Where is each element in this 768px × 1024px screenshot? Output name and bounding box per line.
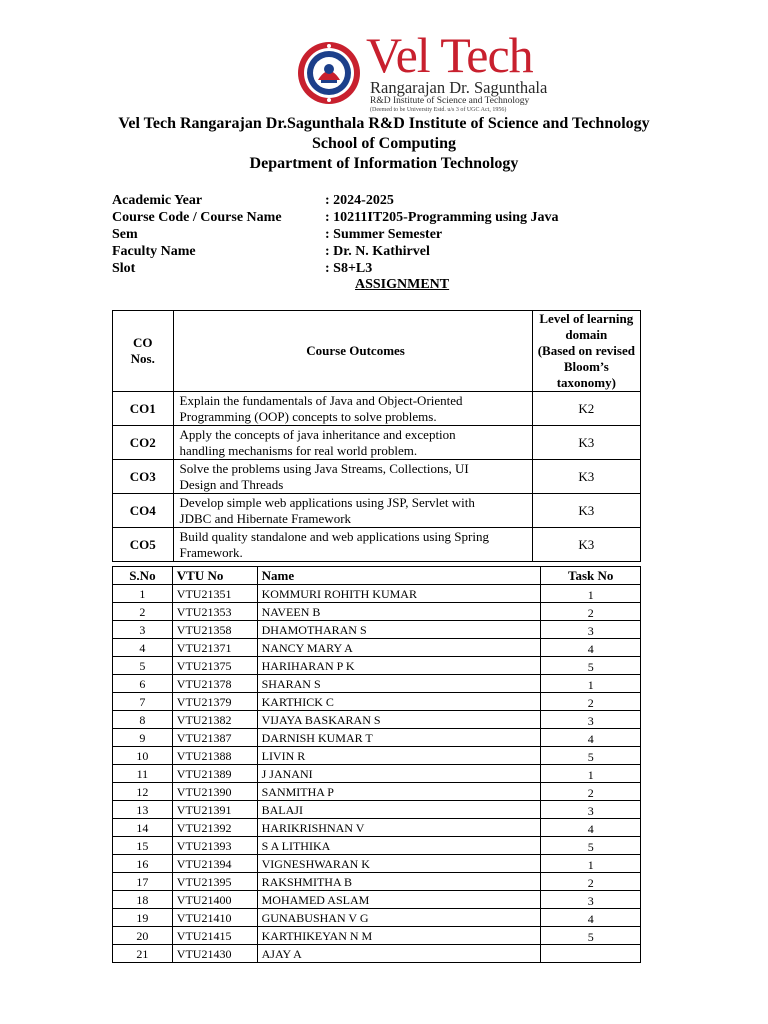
- task-cell: 1: [541, 855, 641, 873]
- header-line: Nos.: [130, 351, 155, 366]
- task-cell: 5: [541, 927, 641, 945]
- co-number: CO2: [113, 426, 174, 460]
- student-task-table: [112, 566, 641, 963]
- vtu-cell: VTU21351: [172, 585, 257, 603]
- table-row: [113, 494, 641, 528]
- info-row-slot: [112, 260, 672, 277]
- info-label: Slot: [112, 261, 136, 276]
- info-value: : 2024-2025: [325, 193, 394, 208]
- name-cell: S A LITHIKA: [257, 837, 541, 855]
- co-description: [173, 392, 532, 426]
- table-row: [113, 585, 641, 603]
- table-row: [113, 675, 641, 693]
- table-row: [113, 426, 641, 460]
- name-cell: KOMMURI ROHITH KUMAR: [257, 585, 541, 603]
- department-title: Department of Information Technology: [249, 155, 519, 172]
- table-row: [113, 891, 641, 909]
- sno-cell: 15: [113, 837, 173, 855]
- name-cell: DARNISH KUMAR T: [257, 729, 541, 747]
- vtu-header: VTU No: [172, 567, 257, 585]
- info-value: : Dr. N. Kathirvel: [325, 244, 430, 259]
- vtu-cell: VTU21388: [172, 747, 257, 765]
- name-header: Name: [257, 567, 541, 585]
- vtu-cell: VTU21389: [172, 765, 257, 783]
- co-text-line: Apply the concepts of java inheritance and exception: [179, 426, 456, 442]
- school-title: School of Computing: [311, 135, 457, 152]
- co-text-line: Design and Threads: [179, 476, 284, 492]
- table-row: [113, 639, 641, 657]
- table-row: [113, 603, 641, 621]
- course-info: [112, 192, 672, 277]
- sno-cell: 18: [113, 891, 173, 909]
- task-cell: 4: [541, 819, 641, 837]
- task-cell: 4: [541, 909, 641, 927]
- vtu-cell: VTU21394: [172, 855, 257, 873]
- co-text-line: Programming (OOP) concepts to solve problems.: [179, 408, 437, 424]
- name-cell: AJAY A: [257, 945, 541, 963]
- name-cell: VIGNESHWARAN K: [257, 855, 541, 873]
- task-cell: 3: [541, 891, 641, 909]
- vtu-cell: VTU21387: [172, 729, 257, 747]
- co-text-line: handling mechanisms for real world problem.: [179, 442, 418, 458]
- task-cell: 5: [541, 747, 641, 765]
- vtu-cell: VTU21353: [172, 603, 257, 621]
- task-cell: 1: [541, 765, 641, 783]
- task-cell: 3: [541, 711, 641, 729]
- info-label: Sem: [112, 227, 138, 242]
- sno-header: S.No: [113, 567, 173, 585]
- vtu-cell: VTU21378: [172, 675, 257, 693]
- co-level: K2: [532, 392, 640, 426]
- vtu-cell: VTU21410: [172, 909, 257, 927]
- sno-cell: 12: [113, 783, 173, 801]
- sno-cell: 16: [113, 855, 173, 873]
- name-cell: J JANANI: [257, 765, 541, 783]
- co-text-line: Develop simple web applications using JSP, Servlet with: [179, 494, 475, 510]
- vtu-cell: VTU21371: [172, 639, 257, 657]
- co-number: CO4: [113, 494, 174, 528]
- brand-name: Vel Tech: [366, 27, 533, 83]
- brand-deemed-note: (Deemed to be University Estd. u/s 3 of UGC Act, 1956): [370, 107, 507, 113]
- co-level: K3: [532, 426, 640, 460]
- table-row: [113, 528, 641, 562]
- name-cell: HARIHARAN P K: [257, 657, 541, 675]
- name-cell: GUNABUSHAN V G: [257, 909, 541, 927]
- institute-title: Vel Tech Rangarajan Dr.Sagunthala R&D Institute of Science and Technology: [118, 115, 650, 132]
- name-cell: NAVEEN B: [257, 603, 541, 621]
- info-value: : Summer Semester: [325, 227, 443, 242]
- name-cell: RAKSHMITHA B: [257, 873, 541, 891]
- table-row: [113, 873, 641, 891]
- task-cell: 2: [541, 603, 641, 621]
- table-row: [113, 693, 641, 711]
- header-line: Level of learning domain: [539, 311, 634, 342]
- sno-cell: 2: [113, 603, 173, 621]
- vtu-cell: VTU21382: [172, 711, 257, 729]
- sno-cell: 3: [113, 621, 173, 639]
- task-cell: [541, 945, 641, 963]
- sno-cell: 1: [113, 585, 173, 603]
- brand-subtitle: Rangarajan Dr. Sagunthala: [370, 78, 548, 97]
- task-cell: 1: [541, 675, 641, 693]
- co-description: [173, 528, 532, 562]
- name-cell: KARTHICK C: [257, 693, 541, 711]
- vtu-cell: VTU21390: [172, 783, 257, 801]
- header-line: CO: [133, 335, 153, 350]
- table-row: [113, 945, 641, 963]
- sno-cell: 10: [113, 747, 173, 765]
- level-header: [532, 311, 640, 392]
- task-cell: 3: [541, 801, 641, 819]
- name-cell: HARIKRISHNAN V: [257, 819, 541, 837]
- header-line: (Based on revised: [537, 343, 635, 358]
- table-row: [113, 837, 641, 855]
- table-row: [113, 783, 641, 801]
- info-label: Course Code / Course Name: [112, 210, 282, 225]
- seal-icon: [296, 32, 362, 114]
- vtu-cell: VTU21375: [172, 657, 257, 675]
- sno-cell: 8: [113, 711, 173, 729]
- sno-cell: 11: [113, 765, 173, 783]
- sno-cell: 5: [113, 657, 173, 675]
- info-value: : 10211IT205-Programming using Java: [325, 210, 559, 225]
- task-cell: 3: [541, 621, 641, 639]
- table-row: [113, 657, 641, 675]
- sno-cell: 14: [113, 819, 173, 837]
- info-value: : S8+L3: [325, 261, 373, 276]
- name-cell: BALAJI: [257, 801, 541, 819]
- task-cell: 4: [541, 639, 641, 657]
- vtu-cell: VTU21379: [172, 693, 257, 711]
- vtu-cell: VTU21391: [172, 801, 257, 819]
- co-number: CO5: [113, 528, 174, 562]
- task-cell: 2: [541, 873, 641, 891]
- sno-cell: 17: [113, 873, 173, 891]
- vtu-cell: VTU21430: [172, 945, 257, 963]
- co-description: [173, 426, 532, 460]
- co-text-line: Framework.: [179, 544, 243, 560]
- name-cell: SHARAN S: [257, 675, 541, 693]
- table-row: [113, 819, 641, 837]
- co-level: K3: [532, 494, 640, 528]
- table-row: [113, 747, 641, 765]
- brand-subtitle-2: R&D Institute of Science and Technology: [370, 96, 530, 106]
- sno-cell: 13: [113, 801, 173, 819]
- course-outcomes-header: Course Outcomes: [173, 311, 532, 392]
- table-row: [113, 621, 641, 639]
- co-text-line: Explain the fundamentals of Java and Object-Oriented: [179, 392, 463, 408]
- co-level: K3: [532, 528, 640, 562]
- header-line: Bloom’s taxonomy): [556, 359, 616, 390]
- co-nos-header: [113, 311, 174, 392]
- sno-cell: 9: [113, 729, 173, 747]
- name-cell: KARTHIKEYAN N M: [257, 927, 541, 945]
- table-header-row: [113, 567, 641, 585]
- vtu-cell: VTU21358: [172, 621, 257, 639]
- name-cell: VIJAYA BASKARAN S: [257, 711, 541, 729]
- table-row: [113, 855, 641, 873]
- table-row: [113, 729, 641, 747]
- co-number: CO3: [113, 460, 174, 494]
- info-row-sem: [112, 226, 672, 243]
- info-label: Faculty Name: [112, 244, 196, 259]
- sno-cell: 21: [113, 945, 173, 963]
- task-cell: 4: [541, 729, 641, 747]
- table-row: [113, 801, 641, 819]
- info-row-course: [112, 209, 672, 226]
- info-label: Academic Year: [112, 193, 203, 208]
- table-row: [113, 765, 641, 783]
- sno-cell: 7: [113, 693, 173, 711]
- vtu-cell: VTU21400: [172, 891, 257, 909]
- task-header: Task No: [541, 567, 641, 585]
- name-cell: LIVIN R: [257, 747, 541, 765]
- co-description: [173, 494, 532, 528]
- table-row: [113, 927, 641, 945]
- sno-cell: 4: [113, 639, 173, 657]
- sno-cell: 6: [113, 675, 173, 693]
- name-cell: DHAMOTHARAN S: [257, 621, 541, 639]
- vtu-cell: VTU21415: [172, 927, 257, 945]
- table-header-row: [113, 311, 641, 392]
- task-cell: 5: [541, 657, 641, 675]
- student-rows: [113, 585, 641, 963]
- vtu-cell: VTU21395: [172, 873, 257, 891]
- co-level: K3: [532, 460, 640, 494]
- sno-cell: 20: [113, 927, 173, 945]
- co-description: [173, 460, 532, 494]
- vtu-cell: VTU21393: [172, 837, 257, 855]
- table-row: [113, 392, 641, 426]
- task-cell: 5: [541, 837, 641, 855]
- name-cell: NANCY MARY A: [257, 639, 541, 657]
- co-text-line: Build quality standalone and web applications using Spring: [179, 528, 489, 544]
- co-text-line: JDBC and Hibernate Framework: [179, 510, 352, 526]
- vtu-cell: VTU21392: [172, 819, 257, 837]
- table-row: [113, 711, 641, 729]
- co-text-line: Solve the problems using Java Streams, Collections, UI: [179, 460, 469, 476]
- assignment-title: ASSIGNMENT: [355, 277, 450, 292]
- task-cell: 2: [541, 693, 641, 711]
- info-row-academic-year: [112, 192, 672, 209]
- institution-logo: [296, 27, 548, 116]
- name-cell: SANMITHA P: [257, 783, 541, 801]
- name-cell: MOHAMED ASLAM: [257, 891, 541, 909]
- info-row-faculty: [112, 243, 672, 260]
- task-cell: 2: [541, 783, 641, 801]
- table-row: [113, 909, 641, 927]
- sno-cell: 19: [113, 909, 173, 927]
- task-cell: 1: [541, 585, 641, 603]
- co-number: CO1: [113, 392, 174, 426]
- course-outcomes-table: [112, 310, 641, 562]
- table-row: [113, 460, 641, 494]
